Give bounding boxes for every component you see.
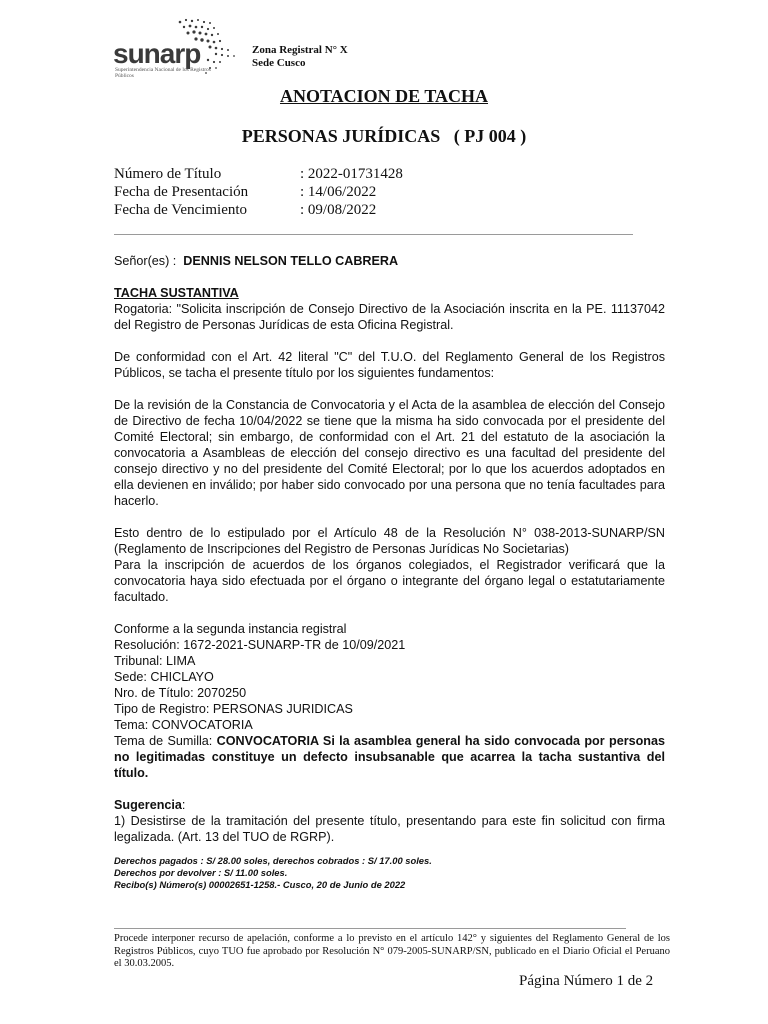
logo-subtitle: Superintendencia Nacional de los Registros Públicos	[115, 67, 211, 79]
segunda-instancia-line: Tema: CONVOCATORIA	[114, 718, 253, 732]
sumilla-text: CONVOCATORIA Si la asamblea general ha sido convocada por personas no legitimadas constituye un defecto insubsanable que acarrea la tacha sustantiva del título.	[114, 734, 665, 780]
segunda-instancia-line: Tribunal: LIMA	[114, 654, 196, 668]
derechos-pagados: Derechos pagados : S/ 28.00 soles, derechos cobrados : S/ 17.00 soles.	[114, 855, 432, 866]
meta-value-presentacion: : 14/06/2022	[300, 184, 377, 200]
estipulado-paragraph: Esto dentro de lo estipulado por el Artículo 48 de la Resolución N° 038-2013-SUNARP/SN (Reglamento de Inscripciones del Registro de Personas Jurídicas No Societarias)	[114, 526, 665, 556]
divider-footer	[114, 928, 626, 929]
sede-label: Sede Cusco	[252, 57, 306, 69]
sugerencia-colon: :	[181, 798, 186, 812]
meta-label-numero: Número de Título	[114, 166, 222, 182]
divider-top	[114, 234, 633, 235]
sumilla-paragraph	[114, 733, 665, 781]
rogatoria-paragraph: Rogatoria: "Solicita inscripción de Consejo Directivo de la Asociación inscrita en la PE. 11137042 del Registro de Personas Jurídicas de esta Oficina Registral.	[114, 302, 665, 332]
derechos-devolver: Derechos por devolver : S/ 11.00 soles.	[114, 867, 288, 878]
segunda-instancia-line: Nro. de Título: 2070250	[114, 686, 247, 700]
revision-paragraph: De la revisión de la Constancia de Convocatoria y el Acta de la asamblea de elección del Consejo de Directivo de fecha 10/04/2022 se tiene que la misma ha sido convocada por el presidente del Comité Electoral; sin embargo, de conformidad con el Art. 21 del estatuto de la asociación la convocatoria a Asambleas de elección del consejo directivo es una facultad del presidente del consejo directivo y no del presidente del Comité Electoral; por lo que los acuerdos adoptados en ella devienen en inválido; por haber sido convocado por una persona que no tenía facultades para hacerlo.	[114, 398, 665, 508]
addressee-label: Señor(es) :	[114, 254, 177, 268]
sugerencia-heading: Sugerencia	[114, 798, 182, 812]
zona-label: Zona Registral N° X	[252, 44, 348, 56]
segunda-instancia-line: Tipo de Registro: PERSONAS JURIDICAS	[114, 702, 353, 716]
meta-label-vencimiento: Fecha de Vencimiento	[114, 202, 248, 218]
segunda-instancia-line: Conforme a la segunda instancia registral	[114, 622, 347, 636]
page-number: Página Número 1 de 2	[519, 973, 654, 989]
addressee-line	[114, 253, 665, 269]
meta-label-presentacion: Fecha de Presentación	[114, 184, 249, 200]
meta-value-numero: : 2022-01731428	[300, 166, 403, 182]
meta-value-vencimiento: : 09/08/2022	[300, 202, 377, 218]
sugerencia-text: 1) Desistirse de la tramitación del presente título, presentando para este fin solicitud con firma legalizada. (Art. 13 del TUO de RGRP).	[114, 814, 665, 844]
tacha-heading: TACHA SUSTANTIVA	[114, 286, 239, 300]
footer-note: Procede interponer recurso de apelación, conforme a lo previsto en el artículo 142° y siguientes del Reglamento General de los Registros Públicos, cuyo TUO fue aprobado por Resolución N° 079-2005-SUNARP/SN, publicado en el Diario Oficial el Peruano el 30.03.2005.	[114, 933, 670, 969]
recibo-numero: Recibo(s) Número(s) 00002651-1258.- Cusco, 20 de Junio de 2022	[114, 879, 406, 890]
derechos-block	[114, 855, 665, 891]
sumilla-label: Tema de Sumilla:	[114, 734, 217, 748]
document-title: ANOTACION DE TACHA	[279, 86, 489, 106]
logo-wordmark: sunarp	[113, 38, 201, 69]
segunda-instancia-line: Sede: CHICLAYO	[114, 670, 214, 684]
addressee-name: DENNIS NELSON TELLO CABRERA	[183, 254, 399, 268]
document-subtitle: PERSONAS JURÍDICAS ( PJ 004 )	[241, 126, 527, 146]
conformidad-paragraph: De conformidad con el Art. 42 literal "C" del T.U.O. del Reglamento General de los Registros Públicos, se tacha el presente título por los siguientes fundamentos:	[114, 350, 665, 380]
document-body	[114, 253, 665, 891]
zona-registral	[252, 44, 348, 70]
segunda-instancia-line: Resolución: 1672-2021-SUNARP-TR de 10/09/2021	[114, 638, 406, 652]
sugerencia-heading-line	[114, 797, 665, 813]
inscripcion-paragraph: Para la inscripción de acuerdos de los órganos colegiados, el Registrador verificará que la convocatoria haya sido efectuada por el órgano o integrante del órgano legal o estatutariamente facultado.	[114, 558, 665, 604]
